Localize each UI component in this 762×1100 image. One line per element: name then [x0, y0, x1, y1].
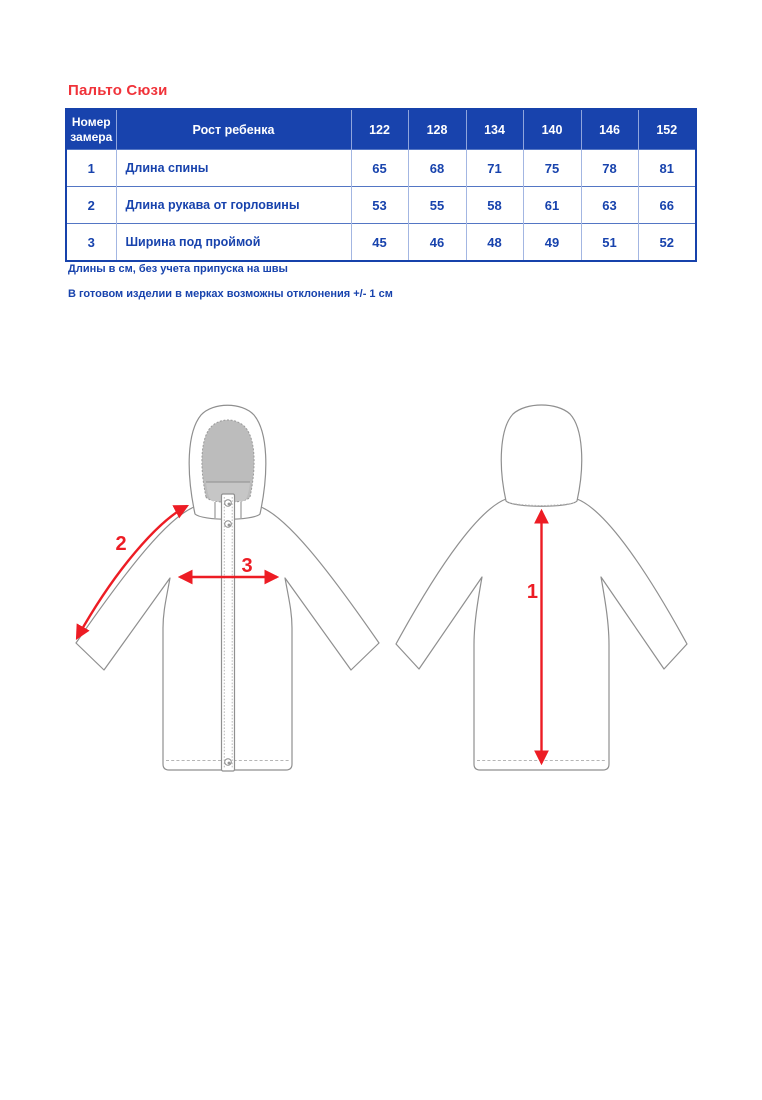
cell-value: 49: [523, 224, 581, 262]
header-size-146: 146: [581, 109, 638, 150]
header-child-height: Рост ребенка: [116, 109, 351, 150]
header-size-128: 128: [408, 109, 466, 150]
header-size-152: 152: [638, 109, 696, 150]
snap-button-dot: [228, 503, 230, 505]
cell-value: 63: [581, 187, 638, 224]
table-row: [66, 187, 696, 224]
header-measure-number: Номер замера: [66, 109, 116, 150]
row-number: 2: [66, 187, 116, 224]
measurement-marker-1: 1: [526, 581, 538, 603]
table-row: [66, 224, 696, 262]
header-size-140: 140: [523, 109, 581, 150]
row-label: Длина спины: [116, 150, 351, 187]
row-number: 3: [66, 224, 116, 262]
cell-value: 58: [466, 187, 523, 224]
snap-button: [225, 521, 232, 528]
table-row: [66, 150, 696, 187]
snap-button-dot: [228, 762, 230, 764]
page-title: Пальто Сюзи: [68, 82, 168, 99]
cell-value: 51: [581, 224, 638, 262]
garment-diagram: [0, 388, 762, 800]
cell-value: 53: [351, 187, 408, 224]
header-size-122: 122: [351, 109, 408, 150]
note-tolerance: В готовом изделии в мерках возможны отклонения +/- 1 см: [68, 288, 393, 300]
snap-button: [225, 500, 232, 507]
row-label: Длина рукава от горловины: [116, 187, 351, 224]
size-table: [65, 108, 697, 262]
snap-button-dot: [228, 524, 230, 526]
cell-value: 68: [408, 150, 466, 187]
cell-value: 45: [351, 224, 408, 262]
cell-value: 46: [408, 224, 466, 262]
cell-value: 55: [408, 187, 466, 224]
coat-front-view: [76, 405, 379, 771]
header-size-134: 134: [466, 109, 523, 150]
cell-value: 75: [523, 150, 581, 187]
cell-value: 78: [581, 150, 638, 187]
cell-value: 52: [638, 224, 696, 262]
back-hood: [501, 405, 581, 506]
row-number: 1: [66, 150, 116, 187]
cell-value: 66: [638, 187, 696, 224]
cell-value: 48: [466, 224, 523, 262]
note-lengths-cm: Длины в см, без учета припуска на швы: [68, 263, 288, 275]
cell-value: 71: [466, 150, 523, 187]
cell-value: 81: [638, 150, 696, 187]
row-label: Ширина под проймой: [116, 224, 351, 262]
table-header-row: [66, 109, 696, 150]
snap-button: [225, 759, 232, 766]
measurement-marker-2: 2: [115, 533, 127, 555]
measurement-marker-3: 3: [241, 555, 253, 577]
cell-value: 65: [351, 150, 408, 187]
coat-back-view: [396, 405, 687, 770]
cell-value: 61: [523, 187, 581, 224]
